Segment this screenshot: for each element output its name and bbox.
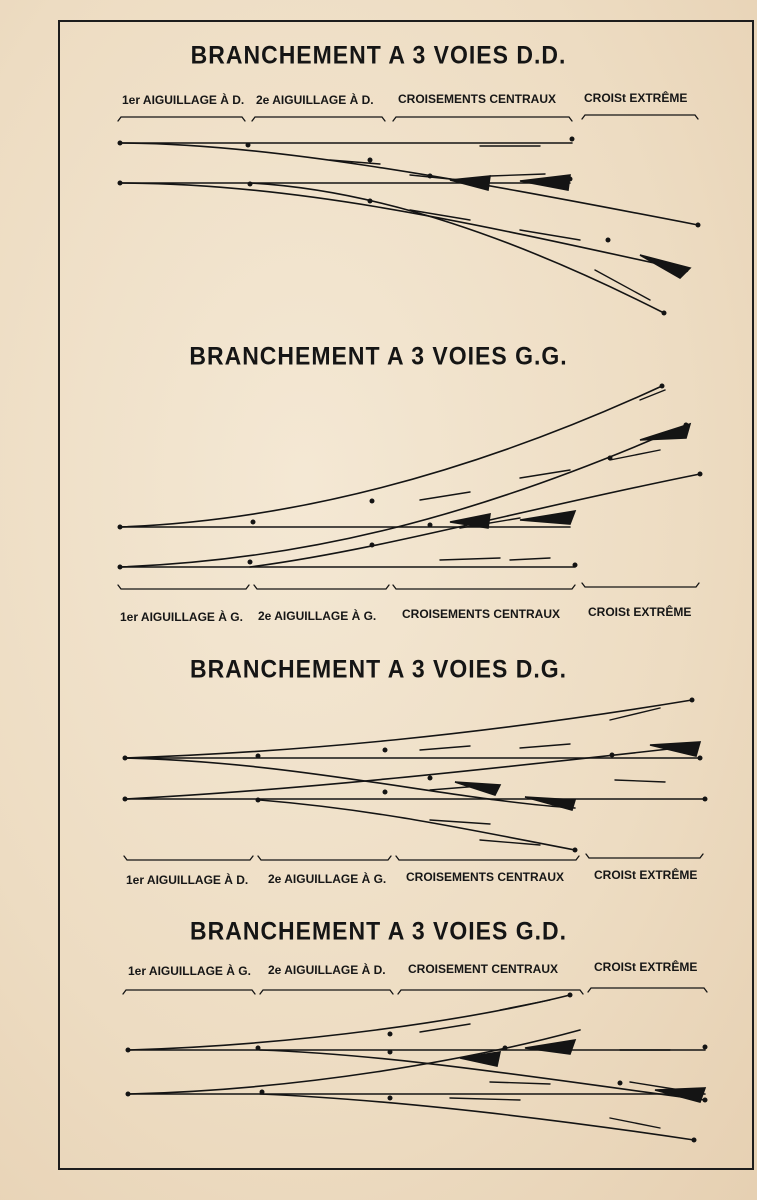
diagram-gg xyxy=(118,384,703,590)
section-1-label-2: 2e AIGUILLAGE À D. xyxy=(256,93,374,107)
section-4-label-2: 2e AIGUILLAGE À D. xyxy=(268,963,386,977)
section-3-label-3: CROISEMENTS CENTRAUX xyxy=(406,870,565,884)
section-4-title: BRANCHEMENT A 3 VOIES G.D. xyxy=(190,916,567,945)
section-1-label-1: 1er AIGUILLAGE À D. xyxy=(122,93,245,107)
section-2-label-3: CROISEMENTS CENTRAUX xyxy=(402,607,561,621)
section-2-label-4: CROISt EXTRÊME xyxy=(588,605,692,619)
section-1-label-4: CROISt EXTRÊME xyxy=(584,91,688,105)
section-2-title: BRANCHEMENT A 3 VOIES G.G. xyxy=(189,341,568,370)
section-3-label-1: 1er AIGUILLAGE À D. xyxy=(126,873,249,887)
section-2-label-2: 2e AIGUILLAGE À G. xyxy=(258,609,377,623)
section-3-label-2: 2e AIGUILLAGE À G. xyxy=(268,872,387,886)
section-1-title: BRANCHEMENT A 3 VOIES D.D. xyxy=(190,40,567,69)
section-4-label-1: 1er AIGUILLAGE À G. xyxy=(128,964,251,978)
section-2-label-1: 1er AIGUILLAGE À G. xyxy=(120,610,243,624)
diagram-dg xyxy=(123,698,708,861)
section-1-label-3: CROISEMENTS CENTRAUX xyxy=(398,92,557,106)
section-4-label-4: CROISt EXTRÊME xyxy=(594,960,698,974)
diagram-dd xyxy=(118,115,701,316)
section-3-label-4: CROISt EXTRÊME xyxy=(594,868,698,882)
section-4-label-3: CROISEMENT CENTRAUX xyxy=(408,962,559,976)
diagram-gd xyxy=(123,988,708,1143)
section-3-title: BRANCHEMENT A 3 VOIES D.G. xyxy=(190,654,567,683)
